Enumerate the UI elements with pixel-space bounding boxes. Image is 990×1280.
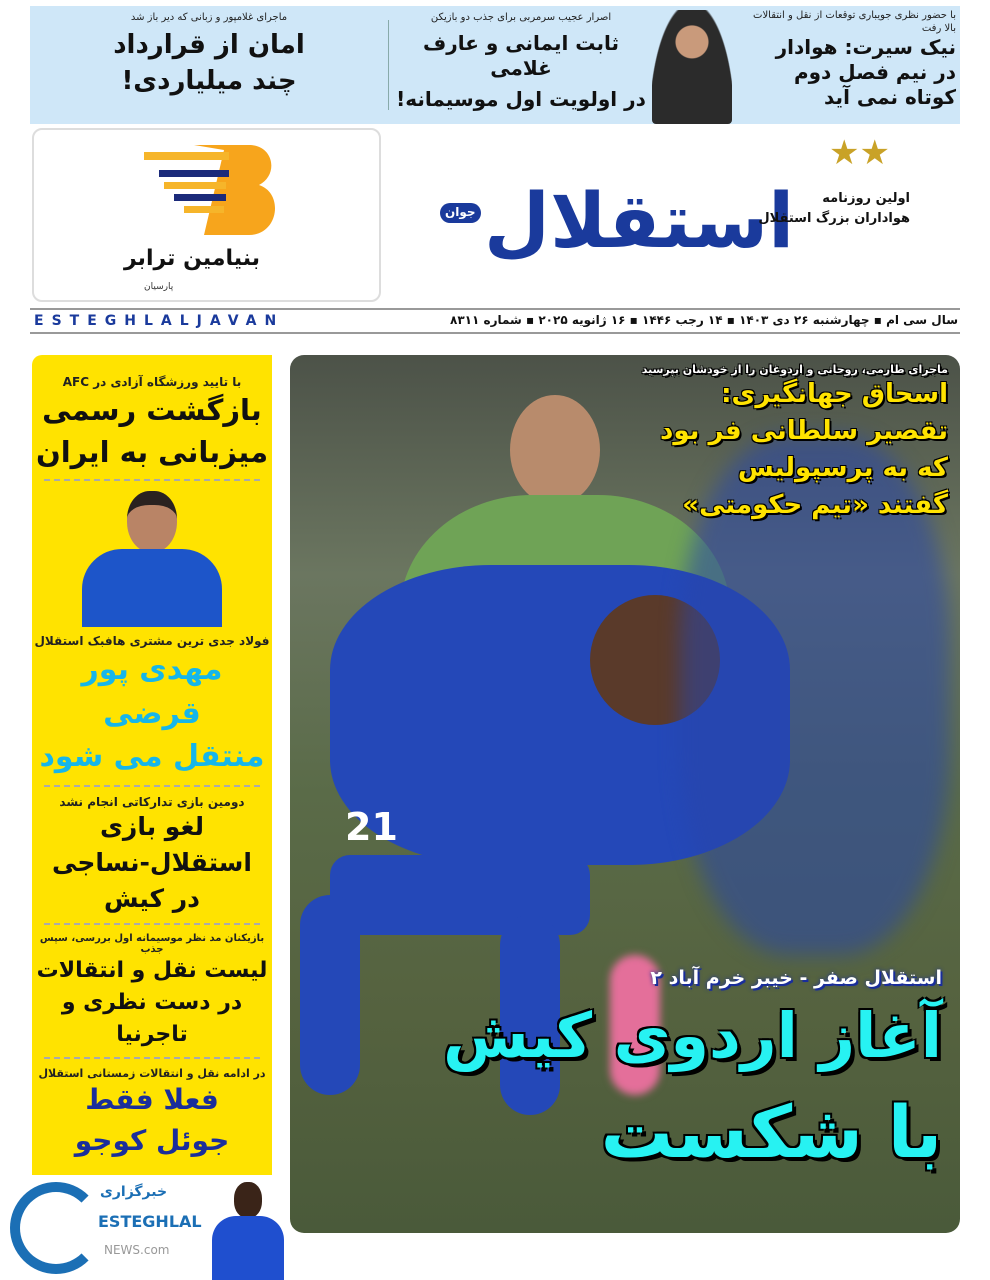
main-photo[interactable] (290, 355, 960, 1233)
sidebar-story[interactable]: دومین بازی تدارکاتی انجام نشد لغو بازی استقلال-نساجی در کیش (52, 794, 252, 914)
headline-right[interactable]: با حضور نظری جویباری توقعات از نقل و انتقالات بالا رفت نیک سیرت: هوادار در نیم فصل دوم کوتاه نمی آید (753, 10, 956, 109)
masthead-title: استقلال (484, 176, 795, 265)
stars-icon: ★★ (829, 133, 890, 173)
sidebar-story[interactable]: با تایید ورزشگاه آزادی در AFC بازگشت رسمی میزبانی به ایران (35, 375, 269, 470)
main-story[interactable]: استقلال صفر - خیبر خرم آباد ۲ آغاز اردوی کیش با شکست (443, 967, 942, 1174)
watermark-sub: NEWS.com (104, 1243, 170, 1257)
sidebar-story[interactable]: در ادامه نقل و انتقالات زمستانی استقلال فعلا فقط جوئل کوجو (38, 1067, 266, 1157)
watermark-fa: خبرگزاری (100, 1184, 168, 1200)
divider (44, 923, 260, 925)
player-photo (82, 491, 222, 626)
coach-photo (652, 10, 732, 124)
ad-sub: پارسیان (144, 282, 174, 292)
photo-story[interactable]: ماجرای طارمی، روحانی و اردوغان را از خودشان بپرسید اسحاق جهانگیری: تقصیر سلطانی فر بود که به پرسپولیس گفتند «تیم حکومتی» (641, 363, 948, 520)
masthead-badge: جوان (440, 203, 481, 223)
sidebar-news-column (32, 355, 272, 1175)
rule (30, 332, 960, 334)
divider (44, 785, 260, 787)
latin-name: ESTEGHLALJAVAN (34, 313, 285, 329)
tagline-line: هواداران بزرگ استقلال (758, 210, 910, 226)
sidebar-story[interactable]: بازیکنان مد نظر موسیمانه اول بررسی، سپس جذب لیست نقل و انتقالات در دست نظری و تاجرنیا (36, 933, 268, 1048)
sidebar-story[interactable]: فولاد جدی ترین مشتری هافبک استقلال مهدی پور قرضی منتقل می شود (34, 634, 270, 775)
brand-b-logo-icon (134, 140, 284, 240)
ad-banner[interactable] (32, 128, 381, 302)
dateline-bar (30, 312, 960, 330)
divider (44, 1057, 260, 1059)
headline-middle[interactable]: اصرار عجیب سرمربی برای جذب دو بازیکن ثابت ایمانی و عارف غلامی در اولویت اول موسیمانه! (396, 12, 646, 111)
jersey-number: 21 (345, 805, 398, 849)
player-cutout (212, 1182, 284, 1280)
tagline-line: اولین روزنامه (822, 191, 910, 206)
ad-brand-name: بنیامین ترابر (124, 246, 260, 271)
rule (30, 308, 960, 310)
headline-left[interactable]: ماجرای غلامپور و زبانی که دیر باز شد امان از قرارداد چند میلیاردی! (113, 12, 305, 96)
watermark-logo-icon (10, 1182, 102, 1274)
divider (388, 20, 389, 110)
top-headlines-strip (30, 6, 960, 124)
issue-date: سال سی ام ▪ چهارشنبه ۲۶ دی ۱۴۰۳ ▪ ۱۴ رجب ۱۴۴۶ ▪ ۱۶ ژانویه ۲۰۲۵ ▪ شماره ۸۳۱۱ (450, 313, 958, 327)
divider (44, 479, 260, 481)
player-head (510, 395, 600, 505)
tagline (750, 189, 910, 228)
leg (300, 895, 360, 1095)
watermark-en: ESTEGHLAL (92, 1210, 208, 1233)
newspaper-logo (440, 135, 910, 300)
